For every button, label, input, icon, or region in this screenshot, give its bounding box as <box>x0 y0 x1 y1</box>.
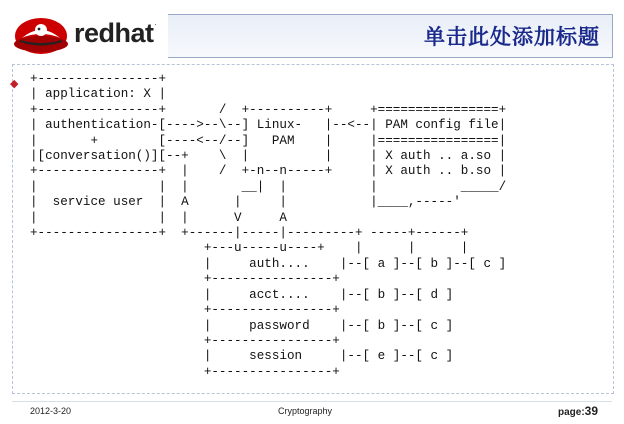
diagram-line: | service user | A | | |____,-----' <box>30 195 461 210</box>
diagram-line: +----------------+ | / +-n--n-----+ | X auth .. b.so | <box>30 164 507 179</box>
diagram-line: +---u-----u----+ | | | <box>30 241 469 256</box>
diagram-line: | | | V A <box>30 210 287 225</box>
page-label: page: <box>558 407 585 418</box>
bullet-icon: ◆ <box>10 78 19 90</box>
pam-ascii-diagram <box>30 72 506 380</box>
diagram-line: +----------------+ +------|-----|---------+ -----+------+ <box>30 226 469 241</box>
page-number: 39 <box>584 404 599 418</box>
diagram-line: +----------------+ <box>30 72 167 86</box>
diagram-line: +----------------+ / +----------+ +================+ <box>30 102 507 117</box>
shadowman-icon <box>12 12 70 56</box>
diagram-line: | | | __| | | _____/ <box>30 179 507 194</box>
diagram-line: | password |--[ b ]--[ c ] <box>30 318 454 333</box>
logo-wordmark: redhat. <box>74 18 157 48</box>
diagram-line: | acct.... |--[ b ]--[ d ] <box>30 287 454 302</box>
redhat-logo <box>10 12 170 56</box>
title-placeholder[interactable] <box>168 14 613 58</box>
footer-page <box>558 404 598 418</box>
diagram-line: | session |--[ e ]--[ c ] <box>30 349 454 364</box>
diagram-line: +----------------+ <box>30 364 340 379</box>
diagram-line: +----------------+ <box>30 303 340 318</box>
diagram-line: | auth.... |--[ a ]--[ b ]--[ c ] <box>30 256 507 271</box>
footer-date: 2012-3-20 <box>30 406 72 416</box>
diagram-line: | + [----<--/--] PAM | |================| <box>30 133 507 148</box>
diagram-line: | authentication-[---->--\--] Linux- |--<--| PAM config file| <box>30 118 507 133</box>
diagram-line: | application: X | <box>30 87 167 102</box>
diagram-line: |[conversation()][--+ \ | | | X auth .. a.so | <box>30 149 507 164</box>
diagram-line: +----------------+ <box>30 333 340 348</box>
footer-divider <box>12 401 612 402</box>
diagram-line: +----------------+ <box>30 272 340 287</box>
footer-subject: Cryptography <box>278 406 333 416</box>
slide-title: 单击此处添加标题 <box>424 25 600 49</box>
